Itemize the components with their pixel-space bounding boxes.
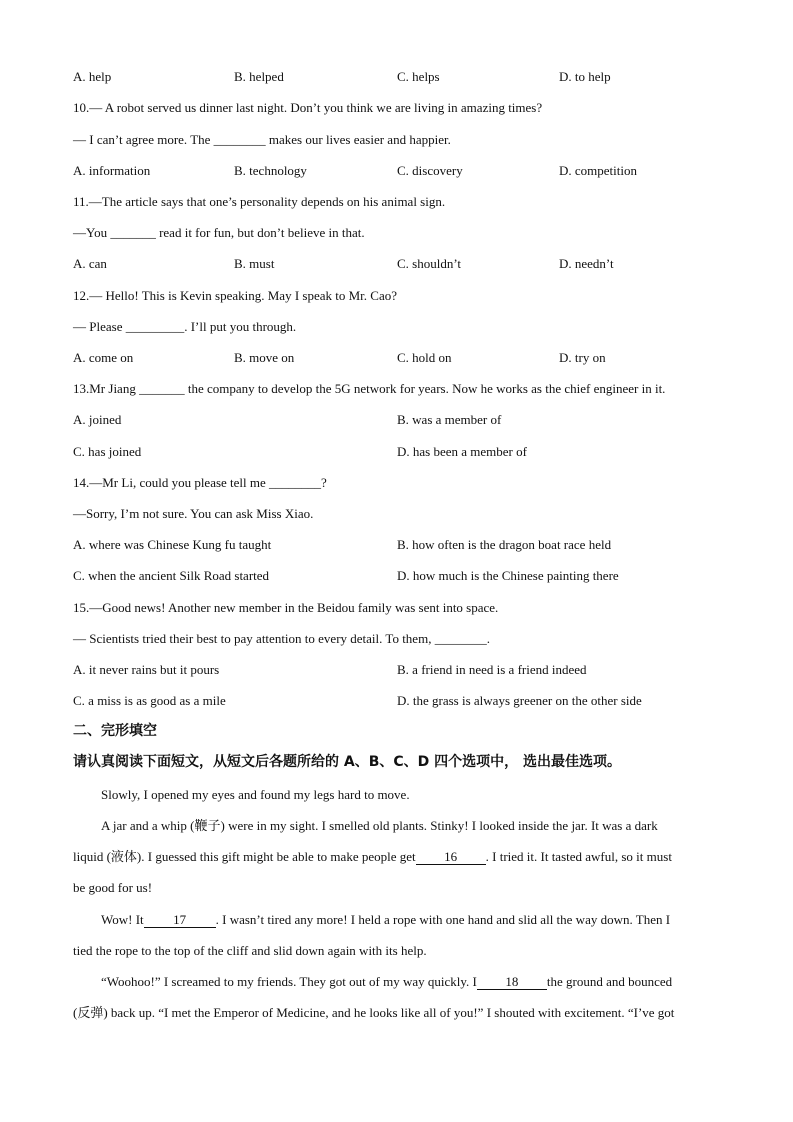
q9-option-c: C. helps — [397, 69, 440, 84]
section-title: 二、完形填空 — [73, 723, 157, 739]
q10-stem: 10.— A robot served us dinner last night. Don’t you think we are living in amazing times? — [73, 100, 543, 115]
q13-option-d: D. has been a member of — [397, 444, 527, 459]
passage-paragraph-4-line-2: (反弹) back up. “I met the Emperor of Medicine, and he looks like all of you!” I shouted with excitement. “I’ve got — [73, 1005, 675, 1020]
q11-option-a: A. can — [73, 256, 107, 271]
q13-option-c: C. has joined — [73, 444, 142, 459]
q13-option-b: B. was a member of — [397, 412, 502, 427]
q12-reply: — Please _________. I’ll put you through. — [73, 319, 297, 334]
section-instruction: 请认真阅读下面短文，从短文后各题所给的 A、B、C、D 四个选项中， 选出最佳选项。 — [73, 754, 622, 770]
q15-option-b: B. a friend in need is a friend indeed — [397, 662, 587, 677]
q12-option-c: C. hold on — [397, 350, 452, 365]
passage-paragraph-2-line-1: A jar and a whip (鞭子) were in my sight. I smelled old plants. Stinky! I looked inside the jar. It was a dark — [101, 818, 658, 833]
q11-stem: 11.—The article says that one’s personality depends on his animal sign. — [73, 194, 446, 209]
q13-option-a: A. joined — [73, 412, 122, 427]
q15-option-d: D. the grass is always greener on the other side — [397, 693, 642, 708]
q11-option-d: D. needn’t — [559, 256, 614, 271]
q10-option-b: B. technology — [234, 163, 307, 178]
passage-paragraph-4-line-1 — [101, 973, 733, 991]
q9-option-d: D. to help — [559, 69, 611, 84]
q10-option-a: A. information — [73, 163, 151, 178]
q15-option-c: C. a miss is as good as a mile — [73, 693, 226, 708]
q12-stem: 12.— Hello! This is Kevin speaking. May I speak to Mr. Cao? — [73, 288, 397, 303]
q12-option-b: B. move on — [234, 350, 295, 365]
passage-paragraph-2-line-2 — [73, 848, 733, 866]
passage-text: the ground and bounced — [546, 974, 673, 989]
q10-option-d: D. competition — [559, 163, 637, 178]
passage-paragraph-2-line-3: be good for us! — [73, 880, 153, 895]
passage-text: . I wasn’t tired any more! I held a rope with one hand and slid all the way down. Then I — [215, 912, 671, 927]
passage-text: liquid (液体). I guessed this gift might be able to make people get — [73, 849, 416, 864]
q11-option-c: C. shouldn’t — [397, 256, 462, 271]
passage-paragraph-3-line-1 — [101, 911, 733, 929]
passage-paragraph-1: Slowly, I opened my eyes and found my legs hard to move. — [101, 787, 410, 802]
q12-option-d: D. try on — [559, 350, 606, 365]
q11-reply: —You _______ read it for fun, but don’t believe in that. — [73, 225, 365, 240]
q15-reply: — Scientists tried their best to pay attention to every detail. To them, ________. — [73, 631, 490, 646]
q13-stem: 13.Mr Jiang _______ the company to develop the 5G network for years. Now he works as the chief engineer in it. — [73, 381, 666, 396]
q14-option-d: D. how much is the Chinese painting there — [397, 568, 619, 583]
q9-option-a: A. help — [73, 69, 112, 84]
passage-text: Wow! It — [101, 912, 144, 927]
q11-option-b: B. must — [234, 256, 275, 271]
q14-option-b: B. how often is the dragon boat race held — [397, 537, 612, 552]
q9-option-b: B. helped — [234, 69, 284, 84]
q10-reply: — I can’t agree more. The ________ makes our lives easier and happier. — [73, 132, 451, 147]
q14-reply: —Sorry, I’m not sure. You can ask Miss Xiao. — [73, 506, 314, 521]
q14-stem: 14.—Mr Li, could you please tell me ________? — [73, 475, 327, 490]
cloze-blank-16[interactable]: 16 — [416, 850, 486, 865]
q12-option-a: A. come on — [73, 350, 134, 365]
q14-option-c: C. when the ancient Silk Road started — [73, 568, 270, 583]
q15-stem: 15.—Good news! Another new member in the Beidou family was sent into space. — [73, 600, 499, 615]
cloze-blank-18[interactable]: 18 — [477, 975, 547, 990]
q10-option-c: C. discovery — [397, 163, 463, 178]
q15-option-a: A. it never rains but it pours — [73, 662, 220, 677]
q14-option-a: A. where was Chinese Kung fu taught — [73, 537, 272, 552]
passage-text: “Woohoo!” I screamed to my friends. They got out of my way quickly. I — [101, 974, 477, 989]
passage-paragraph-3-line-2: tied the rope to the top of the cliff and slid down again with its help. — [73, 943, 427, 958]
cloze-blank-17[interactable]: 17 — [144, 913, 216, 928]
passage-text: . I tried it. It tasted awful, so it must — [485, 849, 672, 864]
